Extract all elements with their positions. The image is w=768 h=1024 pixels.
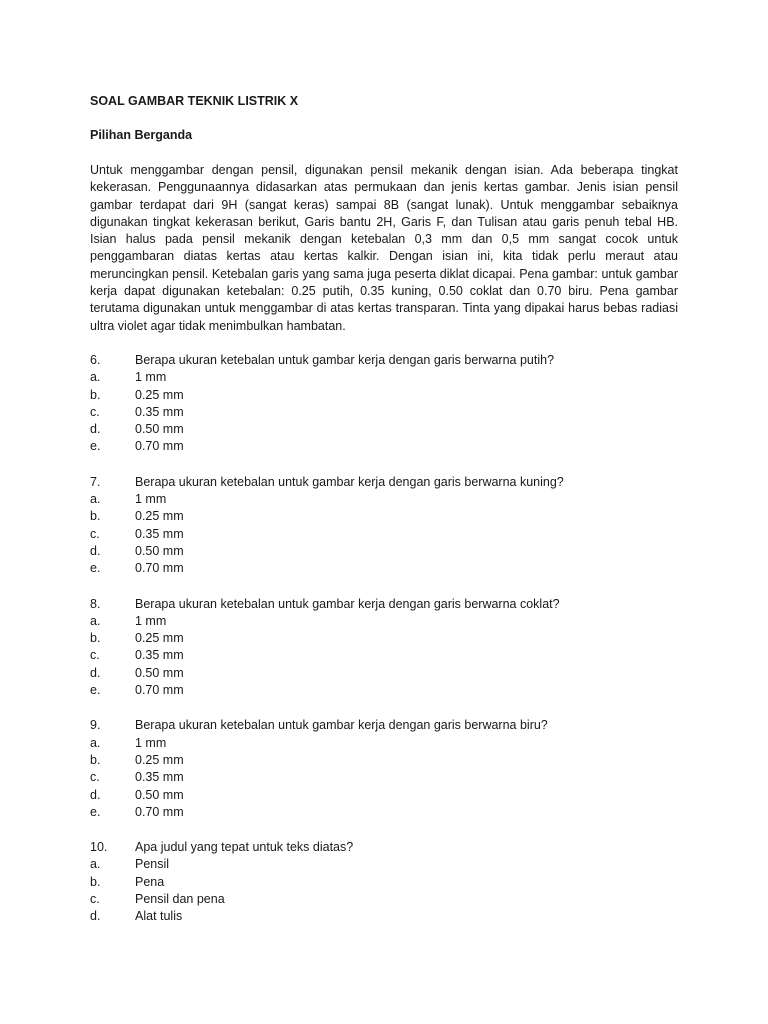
question-stem bbox=[90, 839, 678, 856]
option-letter: c. bbox=[90, 526, 100, 541]
option-letter: b. bbox=[90, 631, 101, 646]
option-text: 1 mm bbox=[135, 370, 167, 385]
option-d[interactable] bbox=[90, 787, 678, 804]
option-letter: d. bbox=[90, 422, 101, 437]
option-c[interactable] bbox=[90, 404, 678, 421]
option-a[interactable] bbox=[90, 856, 678, 873]
question-number: 6. bbox=[90, 352, 101, 367]
option-c[interactable] bbox=[90, 769, 678, 786]
option-text: Pensil dan pena bbox=[135, 891, 225, 906]
question-stem bbox=[90, 352, 678, 369]
option-a[interactable] bbox=[90, 613, 678, 630]
option-e[interactable] bbox=[90, 682, 678, 699]
question-text: Apa judul yang tepat untuk teks diatas? bbox=[135, 840, 354, 855]
option-text: 1 mm bbox=[135, 492, 167, 507]
option-text: 0.25 mm bbox=[135, 509, 184, 524]
question-text: Berapa ukuran ketebalan untuk gambar kerja dengan garis berwarna biru? bbox=[135, 718, 548, 733]
option-text: 0.70 mm bbox=[135, 804, 184, 819]
option-text: 0.35 mm bbox=[135, 770, 184, 785]
question-8 bbox=[90, 596, 678, 700]
question-text: Berapa ukuran ketebalan untuk gambar kerja dengan garis berwarna coklat? bbox=[135, 596, 560, 611]
option-text: 0.50 mm bbox=[135, 787, 184, 802]
option-e[interactable] bbox=[90, 560, 678, 577]
question-number: 9. bbox=[90, 718, 101, 733]
question-list bbox=[90, 352, 678, 926]
option-letter: e. bbox=[90, 439, 101, 454]
option-e[interactable] bbox=[90, 438, 678, 455]
option-letter: d. bbox=[90, 665, 101, 680]
option-b[interactable] bbox=[90, 387, 678, 404]
option-text: 0.35 mm bbox=[135, 526, 184, 541]
option-letter: c. bbox=[90, 891, 100, 906]
document-content bbox=[90, 93, 678, 926]
option-d[interactable] bbox=[90, 908, 678, 925]
reading-paragraph: Untuk menggambar dengan pensil, digunakan pensil mekanik dengan isian. Ada beberapa tingkat kekerasan. Penggunaannya didasarkan atas permukaan dan jenis kertas gambar. Jenis isian pensil gambar terdapat dari 9H (sangat keras) sampai 8B (sangat lunak). Untuk menggambar sebaiknya digunakan tingkat kekerasan berikut, Garis bantu 2H, Garis F, dan Tulisan atau garis penuh tebal HB. Isian halus pada pensil mekanik dengan ketebalan 0,3 mm dan 0,5 mm sangat cocok untuk penggambaran diatas kertas atau kertas kalkir. Dengan isian ini, kita tidak perlu meraut atau meruncingkan pensil. Ketebalan garis yang sama juga peserta diklat dicapai. Pena gambar: untuk gambar kerja dapat digunakan ketebalan: 0.25 putih, 0.35 kuning, 0.50 coklat dan 0.70 biru. Pena gambar terutama digunakan untuk menggambar di atas kertas transparan. Tinta yang dipakai harus bebas radiasi ultra violet agar tidak menimbulkan hambatan. bbox=[90, 163, 678, 333]
question-number: 7. bbox=[90, 474, 101, 489]
question-7 bbox=[90, 474, 678, 578]
question-10 bbox=[90, 839, 678, 925]
option-text: Alat tulis bbox=[135, 909, 183, 924]
option-text: 0.50 mm bbox=[135, 665, 184, 680]
option-letter: e. bbox=[90, 804, 101, 819]
option-text: 0.25 mm bbox=[135, 752, 184, 767]
question-number: 8. bbox=[90, 596, 101, 611]
option-letter: d. bbox=[90, 787, 101, 802]
section-subtitle: Pilihan Berganda bbox=[90, 128, 193, 142]
option-b[interactable] bbox=[90, 874, 678, 891]
option-b[interactable] bbox=[90, 508, 678, 525]
option-letter: c. bbox=[90, 648, 100, 663]
option-letter: b. bbox=[90, 874, 101, 889]
option-text: 1 mm bbox=[135, 735, 167, 750]
option-e[interactable] bbox=[90, 804, 678, 821]
option-text: 0.25 mm bbox=[135, 387, 184, 402]
question-text: Berapa ukuran ketebalan untuk gambar kerja dengan garis berwarna putih? bbox=[135, 352, 555, 367]
question-text: Berapa ukuran ketebalan untuk gambar kerja dengan garis berwarna kuning? bbox=[135, 474, 564, 489]
question-stem bbox=[90, 474, 678, 491]
option-text: 0.70 mm bbox=[135, 561, 184, 576]
question-stem bbox=[90, 596, 678, 613]
question-stem bbox=[90, 717, 678, 734]
option-text: 1 mm bbox=[135, 613, 167, 628]
option-letter: b. bbox=[90, 387, 101, 402]
option-letter: b. bbox=[90, 752, 101, 767]
option-b[interactable] bbox=[90, 630, 678, 647]
question-9 bbox=[90, 717, 678, 821]
option-text: 0.70 mm bbox=[135, 439, 184, 454]
option-text: 0.70 mm bbox=[135, 683, 184, 698]
option-letter: e. bbox=[90, 683, 101, 698]
option-text: Pensil bbox=[135, 857, 170, 872]
option-a[interactable] bbox=[90, 369, 678, 386]
option-d[interactable] bbox=[90, 421, 678, 438]
option-a[interactable] bbox=[90, 491, 678, 508]
option-letter: b. bbox=[90, 509, 101, 524]
question-number: 10. bbox=[90, 840, 108, 855]
option-text: 0.35 mm bbox=[135, 648, 184, 663]
option-letter: c. bbox=[90, 770, 100, 785]
option-text: 0.25 mm bbox=[135, 631, 184, 646]
option-letter: a. bbox=[90, 492, 101, 507]
option-text: 0.50 mm bbox=[135, 422, 184, 437]
option-a[interactable] bbox=[90, 735, 678, 752]
option-letter: d. bbox=[90, 543, 101, 558]
option-text: Pena bbox=[135, 874, 165, 889]
option-c[interactable] bbox=[90, 526, 678, 543]
option-letter: a. bbox=[90, 857, 101, 872]
option-text: 0.35 mm bbox=[135, 404, 184, 419]
document-title: SOAL GAMBAR TEKNIK LISTRIK X bbox=[90, 94, 299, 108]
option-b[interactable] bbox=[90, 752, 678, 769]
option-letter: c. bbox=[90, 404, 100, 419]
option-d[interactable] bbox=[90, 543, 678, 560]
option-letter: d. bbox=[90, 909, 101, 924]
option-letter: a. bbox=[90, 613, 101, 628]
question-6 bbox=[90, 352, 678, 456]
option-c[interactable] bbox=[90, 891, 678, 908]
option-letter: a. bbox=[90, 370, 101, 385]
option-letter: a. bbox=[90, 735, 101, 750]
option-c[interactable] bbox=[90, 647, 678, 664]
option-d[interactable] bbox=[90, 665, 678, 682]
option-text: 0.50 mm bbox=[135, 543, 184, 558]
option-letter: e. bbox=[90, 561, 101, 576]
